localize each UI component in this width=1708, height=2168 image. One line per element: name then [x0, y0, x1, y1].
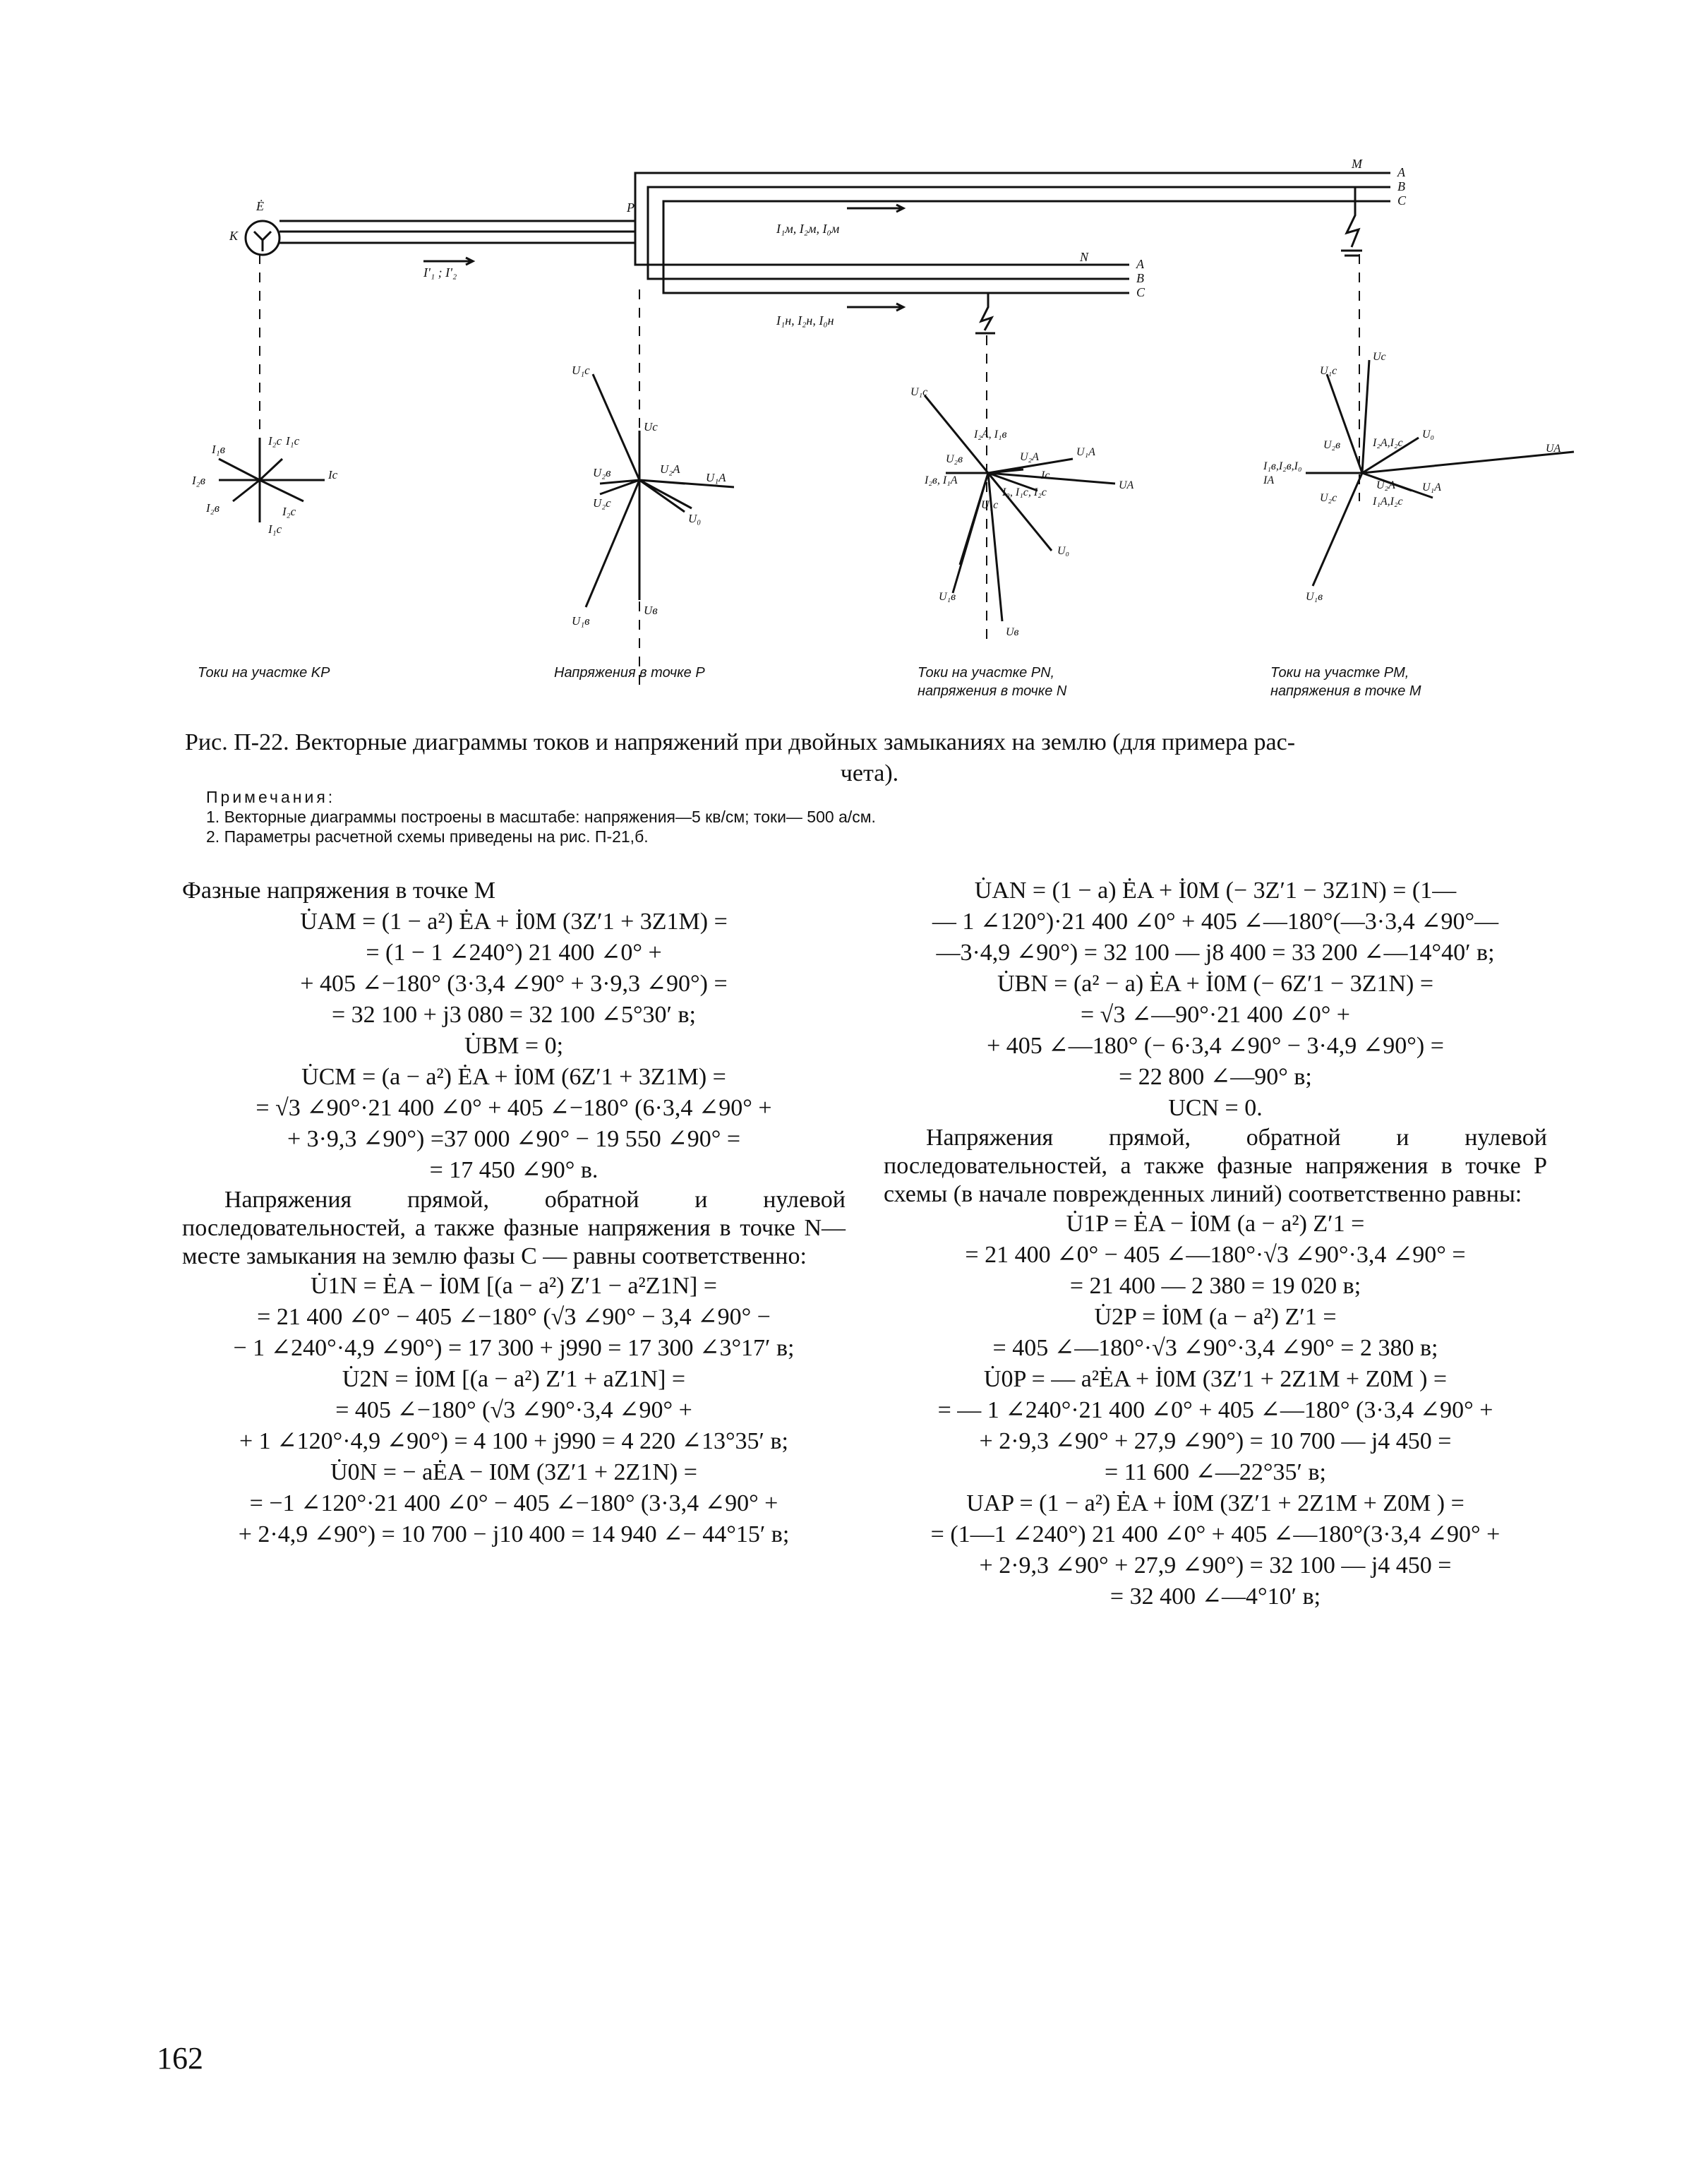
figure-notes [206, 787, 1547, 846]
formula-line: + 3·9,3 ∠90°) =37 000 ∠90° − 19 550 ∠90° = [287, 1126, 741, 1152]
formula-line: + 1 ∠120°·4,9 ∠90°) = 4 100 + j990 = 4 220 ∠13°35′ в; [239, 1428, 788, 1454]
d2-label: U₀ [688, 512, 702, 525]
formula-line: U̇1N = ĖA − İ0M [(a − a²) Z′1 − a²Z1N] = [311, 1273, 717, 1299]
formula-line: U̇BN = (a² − a) ĖA + İ0M (− 6Z′1 − 3Z1N) = [997, 971, 1434, 997]
d4-label: U₁в [1306, 591, 1323, 603]
d3-label: U₁в [939, 591, 956, 603]
d4-label: I₁в,I₂в,I₀ [1263, 460, 1302, 472]
figure-caption-line2: чета). [840, 760, 899, 786]
label-n-c: C [1136, 285, 1145, 299]
label-m-c: C [1397, 193, 1407, 208]
diagram3-caption [918, 664, 1066, 700]
formula-line: = 17 450 ∠90° в. [429, 1157, 599, 1183]
d2-label: U₂с [593, 496, 611, 510]
d3-label: U₁с [981, 499, 999, 511]
d4-label: IA [1263, 474, 1275, 486]
formula-line: UAP = (1 − a²) ĖA + İ0M (3Z′1 + 2Z1M + Z0M ) = [966, 1490, 1465, 1516]
vector-diagram-n [896, 367, 1179, 664]
right-column [884, 875, 1547, 1612]
d4-label: I₂A,I₂с [1373, 437, 1403, 449]
formula-line: + 405 ∠−180° (3·3,4 ∠90° + 3·9,3 ∠90°) = [300, 971, 728, 997]
d1-label: I₂с [268, 434, 282, 448]
diagram3-caption-line: Токи на участке PN, [918, 665, 1055, 681]
formula-line: − 1 ∠240°·4,9 ∠90°) = 17 300 + j990 = 17 300 ∠3°17′ в; [233, 1335, 795, 1361]
d3-label: UA [1119, 479, 1134, 491]
d2-label: U₁в [572, 614, 590, 628]
label-pm-currents: I₁м, I₂м, I₀м [776, 222, 840, 236]
d4-label: U₁с [1320, 365, 1337, 377]
d4-label: U₂в [1323, 439, 1341, 451]
d1-label: I₁с [286, 434, 300, 448]
diagram4-caption [1270, 664, 1421, 700]
figure-caption-line1: Рис. П-22. Векторные диаграммы токов и напряжений при двойных замыканиях на землю (для примера рас- [185, 729, 1296, 755]
d2-label: Uс [644, 420, 658, 433]
d4-label: U₂A [1376, 479, 1395, 491]
text-paragraph: Напряжения прямой, обратной и нулевой последовательностей, а также фазные напряжения в точке P схемы (в начале поврежденных линий) соответственно равны: [884, 1125, 1547, 1207]
d3-label: I₀, I₁с, I₂с [1002, 486, 1047, 498]
label-m: M [1352, 157, 1362, 171]
formula-line: = 21 400 ∠0° − 405 ∠−180° (√3 ∠90° − 3,4 ∠90° − [257, 1304, 771, 1330]
formula-line: = −1 ∠120°·21 400 ∠0° − 405 ∠−180° (3·3,4 ∠90° + [249, 1490, 778, 1516]
diagram4-caption-line: напряжения в точке M [1270, 683, 1421, 699]
formula-line: U̇AN = (1 − a) ĖA + İ0M (− 3Z′1 − 3Z1N) = (1— [974, 878, 1457, 904]
note-item: 2. Параметры расчетной схемы приведены на рис. П-21,б. [206, 827, 649, 846]
note-item: 1. Векторные диаграммы построены в масштабе: напряжения—5 кв/см; токи— 500 а/см. [206, 808, 876, 826]
formula-line: U̇BM = 0; [464, 1033, 564, 1059]
d3-label: U₁с [910, 386, 928, 398]
formula-line: U̇0N = − aĖA − I0M (3Z′1 + 2Z1N) = [330, 1459, 697, 1485]
label-e: Ė [256, 199, 264, 213]
formula-line: = 11 600 ∠—22°35′ в; [1105, 1459, 1326, 1485]
figure-caption [185, 727, 1554, 789]
d4-label: I₁A,I₂с [1373, 496, 1403, 508]
label-p: P [627, 200, 635, 215]
label-n-a: A [1136, 257, 1144, 271]
formula-line: U̇CM = (a − a²) ĖA + İ0M (6Z′1 + 3Z1M) = [301, 1064, 726, 1090]
diagram4-caption-line: Токи на участке PM, [1270, 665, 1409, 681]
d3-label: U₂A [1020, 451, 1039, 463]
formula-line: + 2·9,3 ∠90° + 27,9 ∠90°) = 10 700 — j4 450 = [979, 1428, 1452, 1454]
formula-line: = 21 400 ∠0° − 405 ∠—180°·√3 ∠90°·3,4 ∠90° = [965, 1242, 1466, 1268]
d3-label: I₂в, I₁A [925, 474, 958, 486]
d4-label: U₀ [1422, 429, 1435, 441]
d3-label: U₂в [946, 453, 963, 465]
notes-heading: Примечания: [206, 788, 336, 806]
diagram2-caption: Напряжения в точке P [554, 665, 705, 681]
formula-line: = √3 ∠90°·21 400 ∠0° + 405 ∠−180° (6·3,4 ∠90° + [255, 1095, 772, 1121]
vector-diagram-p [522, 353, 734, 635]
label-k: K [229, 229, 239, 243]
formula-line: = 405 ∠−180° (√3 ∠90°·3,4 ∠90° + [335, 1397, 692, 1423]
formula-line: + 405 ∠—180° (− 6·3,4 ∠90° − 3·4,9 ∠90°) = [987, 1033, 1444, 1059]
diagram3-caption-line: напряжения в точке N [918, 683, 1067, 699]
label-m-a: A [1397, 165, 1405, 179]
label-n-b: B [1136, 271, 1144, 285]
d4-label: Uс [1373, 351, 1386, 363]
formula-line: U̇2P = İ0M (a − a²) Z′1 = [1094, 1304, 1337, 1330]
d2-label: U₁с [572, 364, 590, 377]
d3-label: Iс [1041, 469, 1050, 481]
label-pn-currents: I₁н, I₂н, I₀н [776, 313, 834, 328]
d3-label: Uв [1006, 626, 1019, 638]
d1-label: I₂с [282, 505, 296, 518]
d2-label: U₂A [660, 462, 680, 476]
d3-label: I₂A, I₁в [974, 429, 1007, 441]
formula-line: = 405 ∠—180°·√3 ∠90°·3,4 ∠90° = 2 380 в; [992, 1335, 1438, 1361]
d4-label: UA [1546, 443, 1561, 455]
d2-label: U₂в [593, 466, 611, 479]
formula-line: U̇1P = ĖA − İ0M (a − a²) Z′1 = [1066, 1211, 1365, 1237]
formula-line: = (1 − 1 ∠240°) 21 400 ∠0° + [366, 940, 662, 966]
formula-line: + 2·9,3 ∠90° + 27,9 ∠90°) = 32 100 — j4 450 = [979, 1552, 1452, 1579]
formula-line: —3·4,9 ∠90°) = 32 100 — j8 400 = 33 200 ∠—14°40′ в; [936, 940, 1495, 966]
label-n: N [1080, 250, 1089, 264]
d4-label: U₂с [1320, 492, 1337, 504]
figure-p22 [141, 148, 1581, 706]
formula-line: UCN = 0. [1168, 1095, 1263, 1121]
text-paragraph: Напряжения прямой, обратной и нулевой последовательностей, а также фазные напряжения в точке N— месте замыкания на землю фазы C — равны соответственно: [182, 1187, 846, 1269]
formula-line: = 32 400 ∠—4°10′ в; [1109, 1583, 1321, 1610]
d1-label: I₁с [268, 522, 282, 536]
left-column [182, 875, 846, 1550]
d2-label: U₁A [706, 471, 726, 484]
d3-label: U₁A [1076, 446, 1095, 458]
formula-line: = 32 100 + j3 080 = 32 100 ∠5°30′ в; [332, 1002, 696, 1028]
formula-line: — 1 ∠120°)·21 400 ∠0° + 405 ∠—180°(—3·3,4 ∠90°— [932, 909, 1499, 935]
formula-line: Фазные напряжения в точке M [182, 878, 496, 904]
d2-label: Uв [644, 604, 658, 617]
label-kp-currents: I'₁ ; I'₂ [423, 265, 457, 280]
formula-line: U̇AM = (1 − a²) ĖA + İ0M (3Z′1 + 3Z1M) = [300, 909, 728, 935]
d1-label: Iс [328, 468, 338, 481]
formula-line: U̇0P = — a²ĖA + İ0M (3Z′1 + 2Z1M + Z0M ) = [983, 1366, 1448, 1392]
d1-label: I₂в [206, 501, 219, 515]
formula-line: + 2·4,9 ∠90°) = 10 700 − j10 400 = 14 940 ∠− 44°15′ в; [238, 1521, 790, 1547]
label-m-b: B [1397, 179, 1405, 193]
d3-label: U₀ [1057, 545, 1070, 557]
page-number: 162 [157, 2041, 203, 2076]
formula-line: = 22 800 ∠—90° в; [1119, 1064, 1312, 1090]
formula-line: = 21 400 — 2 380 = 19 020 в; [1069, 1273, 1361, 1299]
vector-diagram-m [1249, 311, 1581, 607]
d1-label: I₂в [192, 474, 205, 487]
d4-label: U₁A [1422, 481, 1441, 493]
d1-label: I₁в [212, 443, 225, 456]
formula-line: = (1—1 ∠240°) 21 400 ∠0° + 405 ∠—180°(3·3,4 ∠90° + [930, 1521, 1500, 1547]
formula-line: = √3 ∠—90°·21 400 ∠0° + [1080, 1002, 1350, 1028]
formula-line: U̇2N = İ0M [(a − a²) Z′1 + aZ1N] = [342, 1366, 686, 1392]
formula-line: = — 1 ∠240°·21 400 ∠0° + 405 ∠—180° (3·3,4 ∠90° + [937, 1397, 1493, 1423]
diagram1-caption: Токи на участке KP [198, 665, 330, 681]
